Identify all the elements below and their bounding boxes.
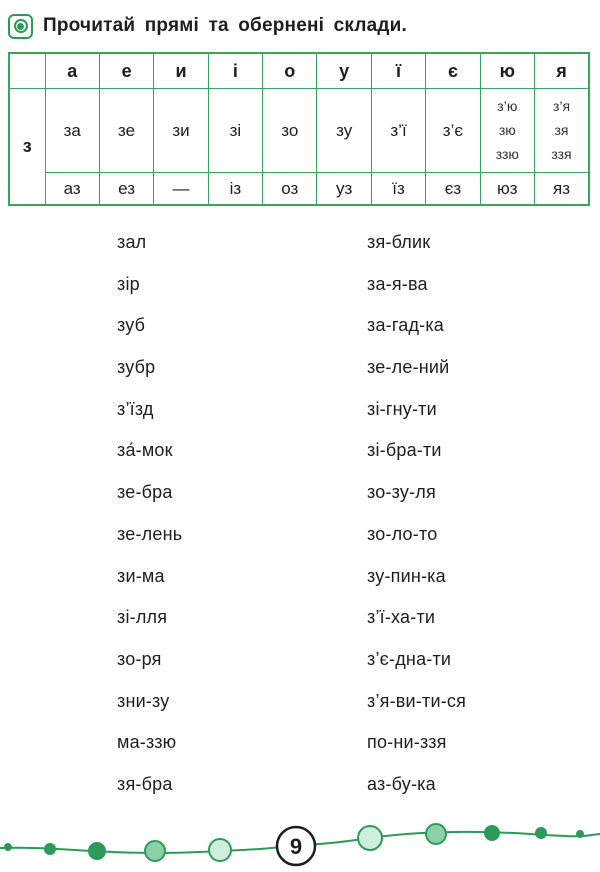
direct-syllable: зо	[263, 89, 317, 173]
word: зя-бра	[117, 773, 173, 794]
direct-syllables-row	[9, 89, 589, 173]
vowel-cell: і	[208, 53, 262, 89]
reverse-syllable: ез	[99, 173, 153, 206]
vowel-cell: а	[45, 53, 99, 89]
footer-bead	[209, 839, 231, 861]
reverse-syllable: —	[154, 173, 208, 206]
corner-cell	[9, 53, 45, 89]
vowel-cell: ї	[371, 53, 425, 89]
vowel-cell: є	[426, 53, 480, 89]
word: зубр	[117, 357, 156, 378]
word: зя-блик	[367, 232, 431, 252]
word: зуб	[117, 315, 146, 336]
word: ма-ззю	[117, 732, 177, 753]
word: зни-зу	[117, 690, 170, 711]
direct-syllable: зу	[317, 89, 371, 173]
reverse-syllable: їз	[371, 173, 425, 206]
word: за́-мок	[117, 440, 173, 461]
vowel-cell: и	[154, 53, 208, 89]
direct-syllable-yu	[480, 89, 534, 173]
word: зі-лля	[117, 607, 168, 628]
footer-bead	[44, 843, 56, 855]
task-title: Прочитай прямі та обернені склади.	[43, 15, 407, 36]
footer-bead	[576, 830, 584, 838]
page-footer-decoration	[0, 800, 600, 872]
word: за-гад-ка	[367, 315, 445, 336]
footer-bead	[535, 827, 547, 839]
word: зо-зу-ля	[367, 482, 436, 503]
direct-syllable: зі	[208, 89, 262, 173]
syllable-variant: ззю	[495, 146, 519, 162]
target-icon	[8, 14, 33, 39]
word-column-right	[367, 222, 466, 806]
word: за-я-ва	[367, 273, 428, 294]
syllable-variant: з’ю	[497, 98, 518, 114]
reverse-syllable: із	[208, 173, 262, 206]
direct-syllable: зи	[154, 89, 208, 173]
reverse-syllable: юз	[480, 173, 534, 206]
syllable-variant: зя	[554, 122, 569, 138]
word: зу-пин-ка	[367, 565, 446, 586]
reverse-syllable: яз	[535, 173, 589, 206]
reverse-syllables-row	[9, 173, 589, 206]
vowel-cell: е	[99, 53, 153, 89]
footer-bead	[426, 824, 446, 844]
word: зір	[117, 273, 140, 294]
direct-syllable-ya	[535, 89, 589, 173]
direct-syllable: за	[45, 89, 99, 173]
word: аз-бу-ка	[367, 773, 436, 794]
syllable-variant: з’я	[552, 98, 571, 114]
vowel-cell: о	[263, 53, 317, 89]
word: зі-гну-ти	[367, 398, 437, 419]
vowel-cell: у	[317, 53, 371, 89]
word: з’їзд	[117, 398, 154, 419]
syllable-variant: ззя	[551, 146, 572, 162]
word: зі-бра-ти	[367, 440, 442, 461]
page-number: 9	[289, 834, 303, 859]
word-column-left	[117, 222, 182, 806]
word: з’є-дна-ти	[367, 648, 452, 669]
direct-syllable: з’є	[426, 89, 480, 173]
footer-bead	[145, 841, 165, 861]
word: зо-ря	[117, 648, 162, 669]
direct-syllable: з’ї	[371, 89, 425, 173]
vowel-cell: я	[535, 53, 589, 89]
word: зе-ле-ний	[367, 357, 450, 378]
word: з’ї-ха-ти	[367, 607, 436, 628]
word: по-ни-ззя	[367, 732, 447, 753]
word: зо-ло-то	[367, 523, 438, 544]
reverse-syllable: уз	[317, 173, 371, 206]
reverse-syllable: єз	[426, 173, 480, 206]
consonant-cell: з	[9, 89, 45, 206]
reverse-syllable: оз	[263, 173, 317, 206]
word: з’я-ви-ти-ся	[367, 690, 467, 711]
word: зал	[117, 232, 147, 252]
footer-bead	[4, 843, 12, 851]
reverse-syllable: аз	[45, 173, 99, 206]
footer-bead	[358, 826, 382, 850]
word: зе-лень	[117, 523, 183, 544]
word: зе-бра	[117, 482, 173, 503]
word: зи-ма	[117, 565, 165, 586]
direct-syllable: зе	[99, 89, 153, 173]
vowel-cell: ю	[480, 53, 534, 89]
header-row	[9, 53, 589, 89]
footer-bead	[484, 825, 500, 841]
syllable-variant: зю	[498, 122, 516, 138]
footer-bead	[89, 843, 105, 859]
task-heading	[8, 8, 407, 44]
syllable-table	[8, 52, 590, 206]
